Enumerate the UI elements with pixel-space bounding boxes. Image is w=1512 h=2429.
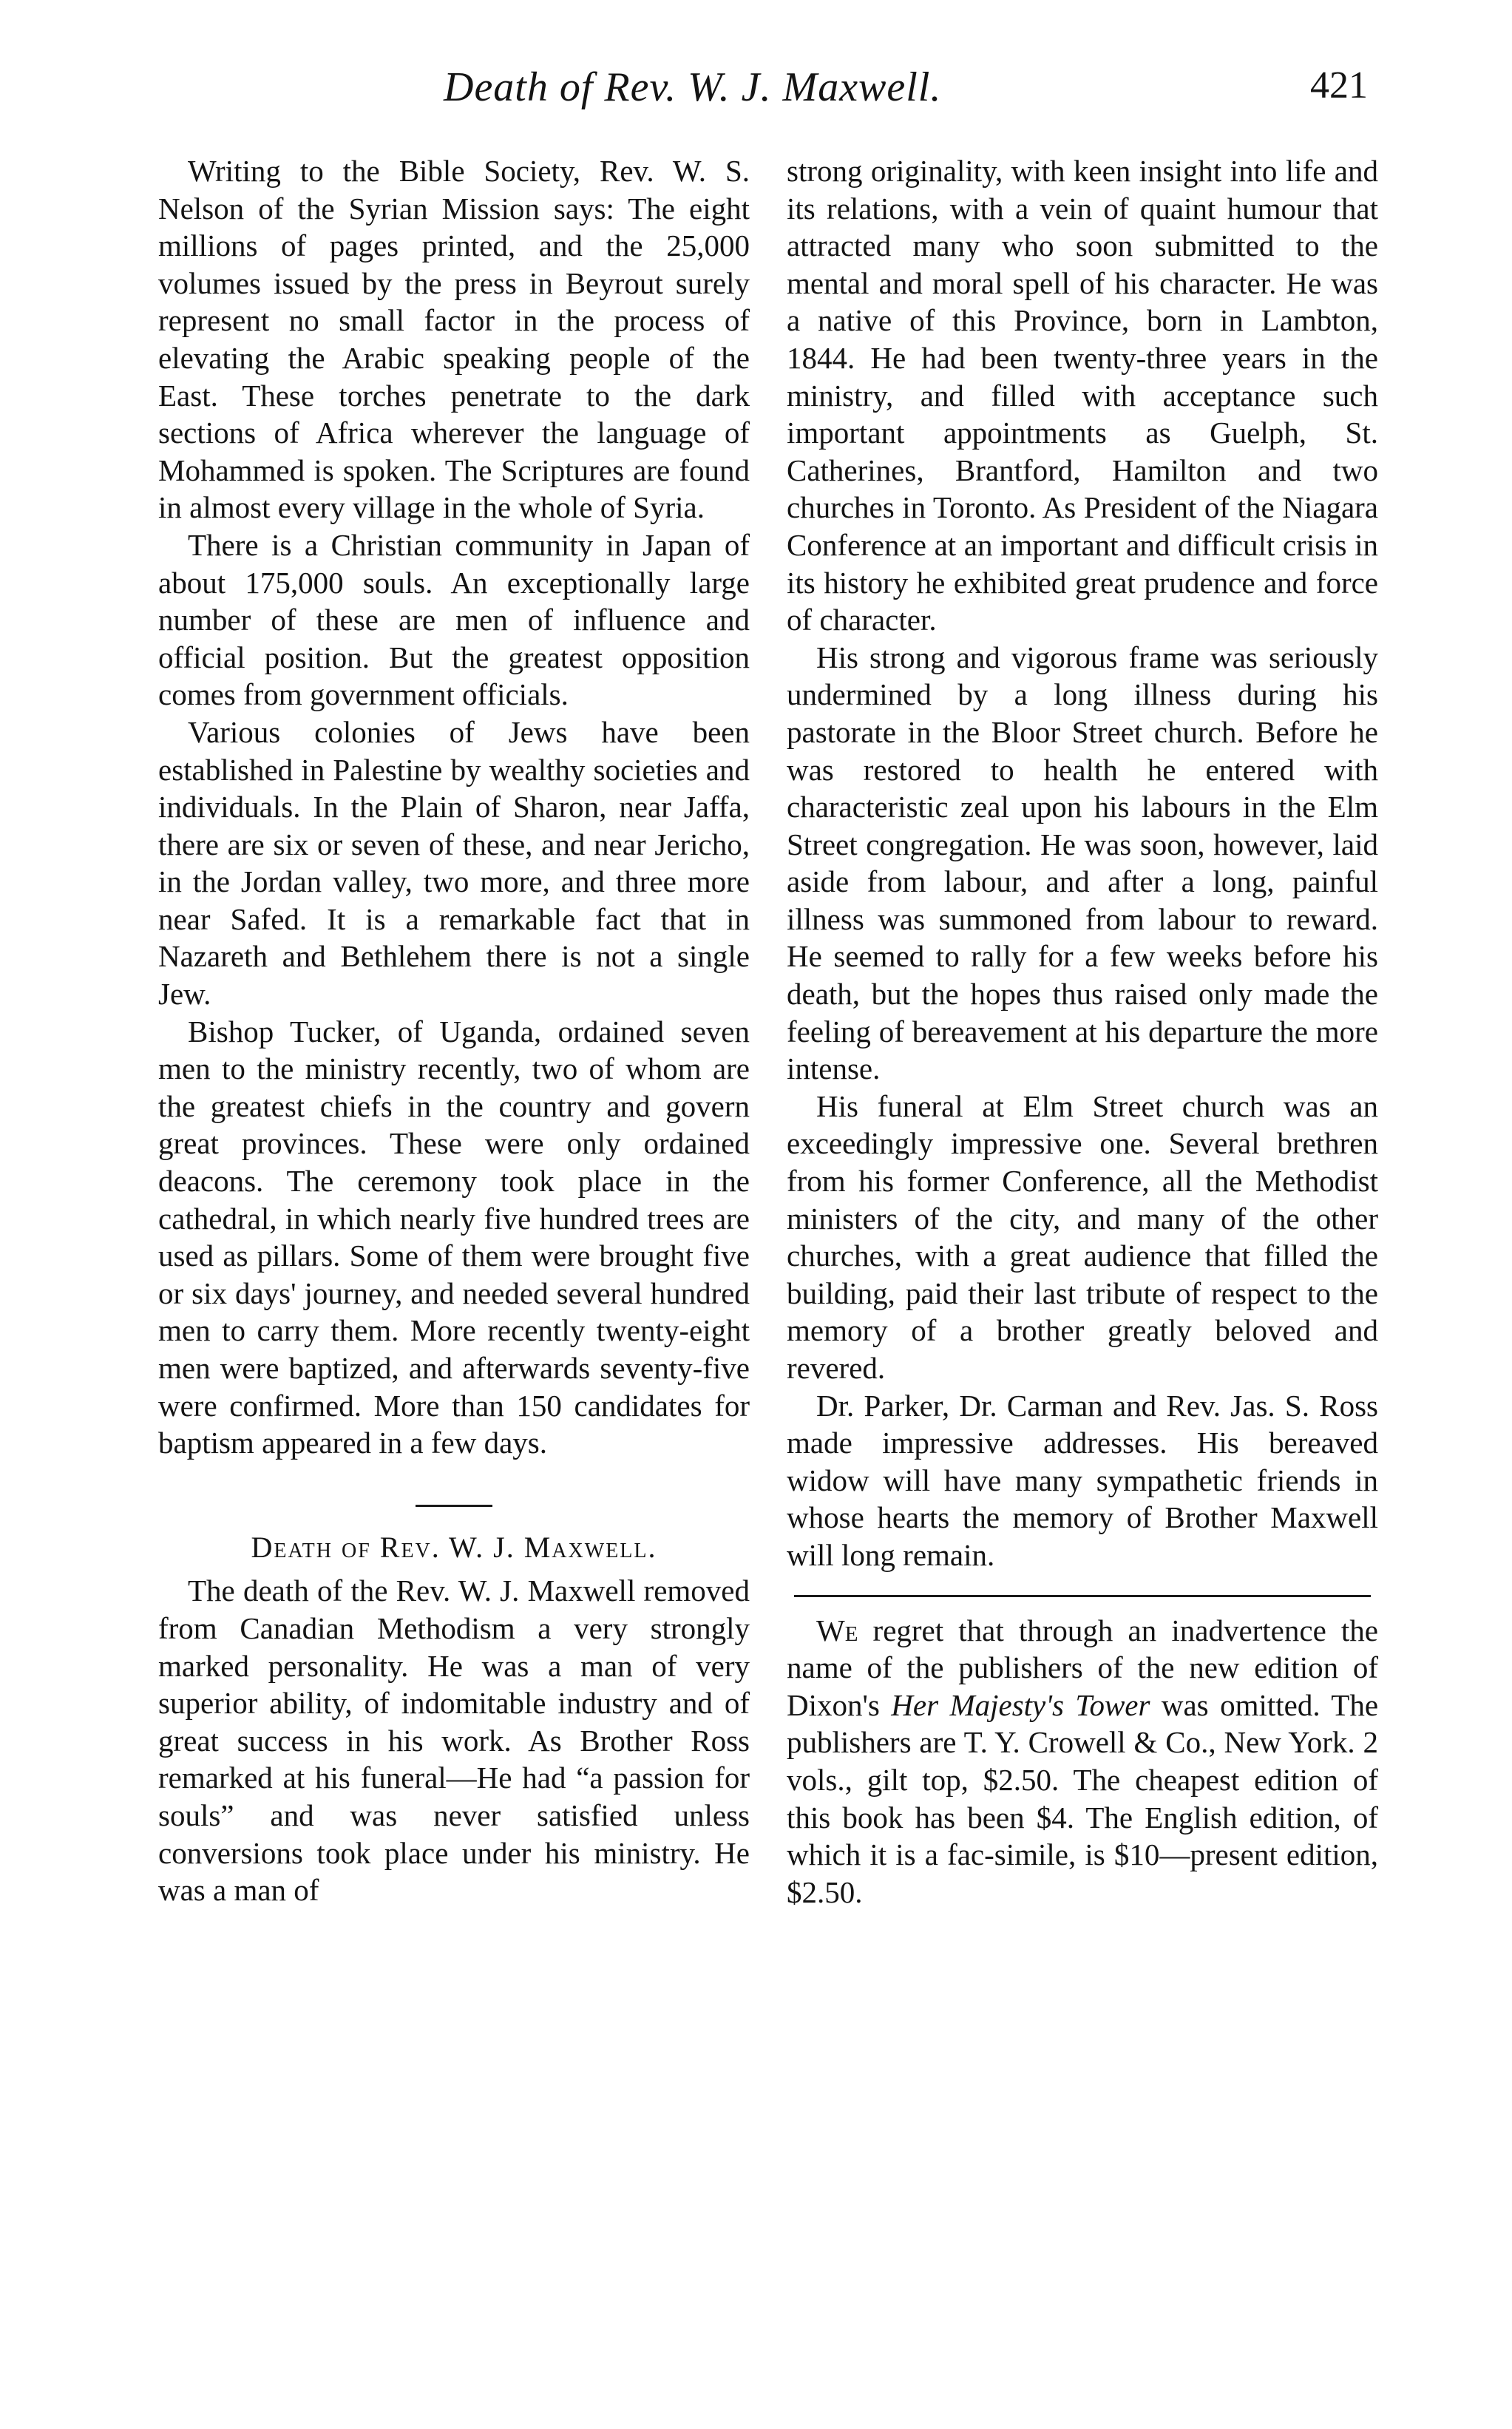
running-title: Death of Rev. W. J. Maxwell. bbox=[444, 64, 942, 110]
paragraph-bible-society: Writing to the Bible Society, Rev. W. S. Nelson of the Syrian Mission says: The eight millions of pages printed, and the 25,000 volumes issued by the press in Beyrout surely represent no small factor in the process of elevating the Arabic speaking people of the East. These torches penetrate to the dark sections of Africa wherever the language of Mohammed is spoken. The Scriptures are found in almost every village in the whole of Syria. bbox=[158, 154, 750, 525]
notice-divider bbox=[794, 1595, 1371, 1597]
paragraph-maxwell-character: strong originality, with keen insight into life and its relations, with a vein of quaint humour that attracted many who soon submitted to the mental and moral spell of his character. He was a native of this Province, born in Lambton, 1844. He had been twenty-three years in the ministry, and filled with acceptance such important appointments as Guelph, St. Catherines, Brantford, Hamilton and two churches in Toronto. As President of the Niagara Conference at an important and difficult crisis in its history he exhibited great prudence and force of character. bbox=[787, 154, 1378, 637]
notice-text-end: was omitted. The publishers are T. Y. Crowell & Co., New York. 2 vols., gilt top, $2.50. The cheapest edition of this book has been $4. The English edition, of which it is a fac-simile, is $10—present edition, $2.50. bbox=[787, 1687, 1379, 1909]
paragraph-maxwell-intro: The death of the Rev. W. J. Maxwell removed from Canadian Methodism a very strongly marked personality. He was a man of very superior ability, of indomitable industry and of great success in his work. As Brother Ross remarked at his funeral—He had “a passion for souls” and was never satisfied unless conversions took place under his ministry. He was a man of bbox=[158, 1573, 750, 1908]
section-divider bbox=[416, 1505, 492, 1507]
section-heading: Death of Rev. W. J. Maxwell. bbox=[251, 1530, 657, 1564]
running-header bbox=[0, 64, 1512, 130]
paragraph-maxwell-illness: His strong and vigorous frame was seriously undermined by a long illness during his pastorate in the Bloor Street church. Before he was restored to health he entered with characteristic zeal upon his labours in the Elm Street congregation. He was soon, however, laid aside from labour, and after a long, painful illness was summoned from labour to reward. He seemed to rally for a few weeks before his death, but the hopes thus raised only made the feeling of bereavement at his departure the more intense. bbox=[787, 640, 1378, 1086]
page-number: 421 bbox=[1310, 64, 1368, 106]
paragraph-japan: There is a Christian community in Japan of about 175,000 souls. An exceptionally large number of these are men of influence and official position. But the greatest opposition comes from government officials. bbox=[158, 527, 750, 712]
paragraph-maxwell-addresses: Dr. Parker, Dr. Carman and Rev. Jas. S. Ross made impressive addresses. His bereaved widow will have many sympathetic friends in whose hearts the memory of Brother Maxwell will long remain. bbox=[787, 1388, 1378, 1572]
right-column bbox=[787, 152, 1378, 1911]
paragraph-maxwell-funeral: His funeral at Elm Street church was an exceedingly impressive one. Several brethren from his former Conference, all the Methodist ministers of the city, and many of the other churches, with a great audience that filled the building, paid their last tribute of respect to the memory of a brother greatly beloved and revered. bbox=[787, 1088, 1378, 1385]
notice-text-start: regret that through an inadvertence the name of the publishers of the new edition of Dixon's bbox=[787, 1613, 1378, 1722]
paragraph-palestine: Various colonies of Jews have been established in Palestine by wealthy societies and individuals. In the Plain of Sharon, near Jaffa, there are six or seven of these, and near Jericho, in the Jordan valley, two more, and three more near Safed. It is a remarkable fact that in Nazareth and Bethlehem there is not a single Jew. bbox=[158, 714, 750, 1012]
left-column bbox=[158, 152, 750, 1909]
notice-lead-word: We bbox=[816, 1613, 858, 1647]
notice-book-title: Her Majesty's Tower bbox=[891, 1687, 1150, 1722]
publisher-notice bbox=[787, 1612, 1378, 1911]
paragraph-uganda: Bishop Tucker, of Uganda, ordained seven men to the ministry recently, two of whom are the greatest chiefs in the country and govern great provinces. These were only ordained deacons. The ceremony took place in the cathedral, in which nearly five hundred trees are used as pillars. Some of them were brought five or six days' journey, and needed several hundred men to carry them. More recently twenty-eight men were baptized, and afterwards seventy-five were confirmed. More than 150 candidates for baptism appeared in a few days. bbox=[158, 1014, 750, 1460]
